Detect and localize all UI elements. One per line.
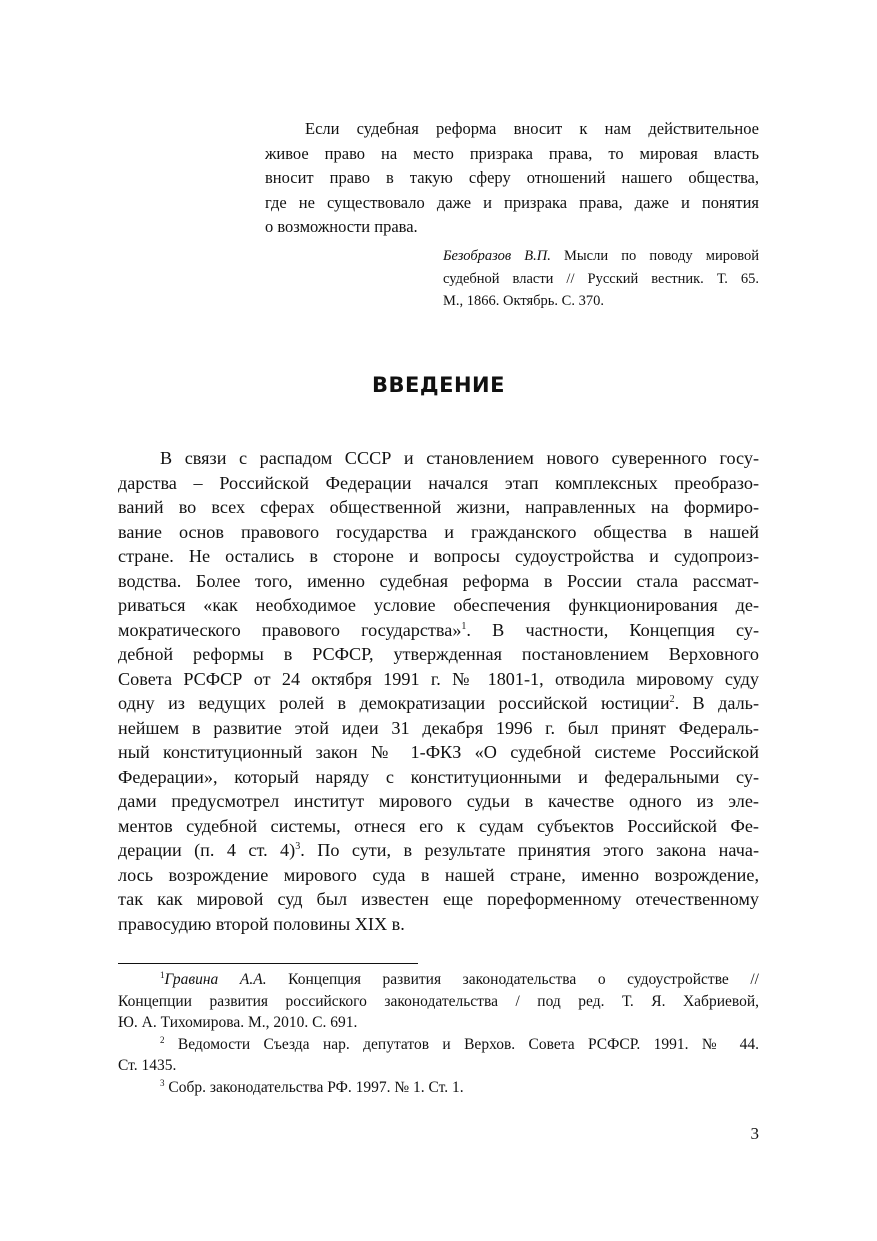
body-text-segment: одну из ведущих ролей в демократизации российской юстиции <box>118 693 670 713</box>
body-text-segment: дерации (п. 4 ст. 4) <box>118 840 296 860</box>
footnote-text: Собр. законодательства РФ. 1997. № 1. Ст. 1. <box>164 1078 464 1096</box>
body-line: В связи с распадом СССР и становлением нового суверенного госу- <box>160 448 759 468</box>
body-line <box>118 838 759 863</box>
page-number: 3 <box>750 1124 759 1143</box>
section-heading: ВВЕДЕНИЕ <box>372 373 505 397</box>
body-line: водства. Более того, именно судебная реформа в России стала рассмат- <box>118 570 759 591</box>
footnote-line: Ст. 1435. <box>118 1057 177 1074</box>
epigraph-line: о возможности права. <box>265 217 418 236</box>
body-text-segment: мократического правового государства» <box>118 619 462 640</box>
body-line: ваний во всех сферах общественной жизни, направленных на формиро- <box>118 497 759 517</box>
epigraph-line: вносит право в такую сферу отношений нашего общества, <box>265 168 759 187</box>
body-line: стране. Не остались в стороне и вопросы судоустройства и судопроиз- <box>118 546 759 566</box>
footnote-3 <box>118 1077 759 1099</box>
footnote-number: 1 <box>160 970 165 980</box>
body-line: Федерации», который наряду с конституционными и федеральными су- <box>118 766 759 787</box>
body-paragraph <box>118 446 759 936</box>
footnote-text: Концепция развития законодательства о судоустройстве // <box>266 971 759 988</box>
body-line: дами предусмотрел институт мирового судьи в качестве одного из эле- <box>118 791 759 811</box>
body-line: вание основ правового государства и гражданского общества в нашей <box>118 521 759 542</box>
footnote-ref[interactable]: 2 <box>669 694 675 705</box>
footnote-number: 3 <box>160 1077 165 1088</box>
attribution-line: М., 1866. Октябрь. С. 370. <box>443 293 604 309</box>
body-line: Совета РСФСР от 24 октября 1991 г. № 1801-1, отводила мировому суду <box>118 668 759 689</box>
footnote-text: Ведомости Съезда нар. депутатов и Верхов. Совета РСФСР. 1991. № 44. <box>164 1035 759 1053</box>
body-text-segment: . По сути, в результате принятия этого закона нача- <box>300 840 759 860</box>
body-line: нейшем в развитие этой идеи 31 декабря 1996 г. был принят Федераль- <box>118 717 759 738</box>
attribution-line <box>443 245 759 268</box>
body-line <box>118 618 759 643</box>
footnote-2 <box>118 1034 759 1056</box>
body-line: дарства – Российской Федерации начался этап комплексных преобразо- <box>118 472 759 493</box>
epigraph-line: где не существовало даже и призрака права, даже и понятия <box>265 192 759 212</box>
body-line: правосудию второй половины XIX в. <box>118 913 405 934</box>
epigraph <box>265 117 759 240</box>
attribution-author: Безобразов В.П. <box>443 248 551 264</box>
epigraph-line: Если судебная реформа вносит к нам действительное <box>305 119 759 138</box>
body-line: лось возрождение мирового суда в нашей стране, именно возрождение, <box>118 864 759 885</box>
body-line: риваться «как необходимое условие обеспечения функционирования де- <box>118 595 759 615</box>
body-line: так как мировой суд был известен еще пореформенному отечественному <box>118 889 759 909</box>
body-text-segment: . В частности, Концепция су- <box>466 619 760 640</box>
attribution-title: Мысли по поводу мировой <box>550 248 759 264</box>
body-line <box>118 691 759 716</box>
body-line: ментов судебной системы, отнеся его к судам субъектов Российской Фе- <box>118 815 759 836</box>
epigraph-line: живое право на место призрака права, то мировая власть <box>265 143 759 163</box>
footnote-separator <box>118 963 418 964</box>
footnote-line: Концепции развития российского законодательства / под ред. Т. Я. Хабриевой, <box>118 992 759 1010</box>
body-text-segment: . В даль- <box>674 693 759 713</box>
footnote-1 <box>118 969 759 991</box>
attribution-line: судебной власти // Русский вестник. Т. 65. <box>443 270 759 287</box>
epigraph-attribution <box>443 245 759 313</box>
body-line: ный конституционный закон № 1-ФКЗ «О судебной системе Российской <box>118 742 759 762</box>
footnote-line: Ю. А. Тихомирова. М., 2010. С. 691. <box>118 1014 358 1031</box>
footnote-number: 2 <box>160 1034 165 1045</box>
body-line: дебной реформы в РСФСР, утвержденная постановлением Верховного <box>118 644 759 664</box>
footnote-ref[interactable]: 3 <box>295 841 301 852</box>
footnote-author: Гравина А.А. <box>164 971 267 988</box>
footnotes <box>118 969 759 1098</box>
footnote-ref[interactable]: 1 <box>461 620 467 632</box>
